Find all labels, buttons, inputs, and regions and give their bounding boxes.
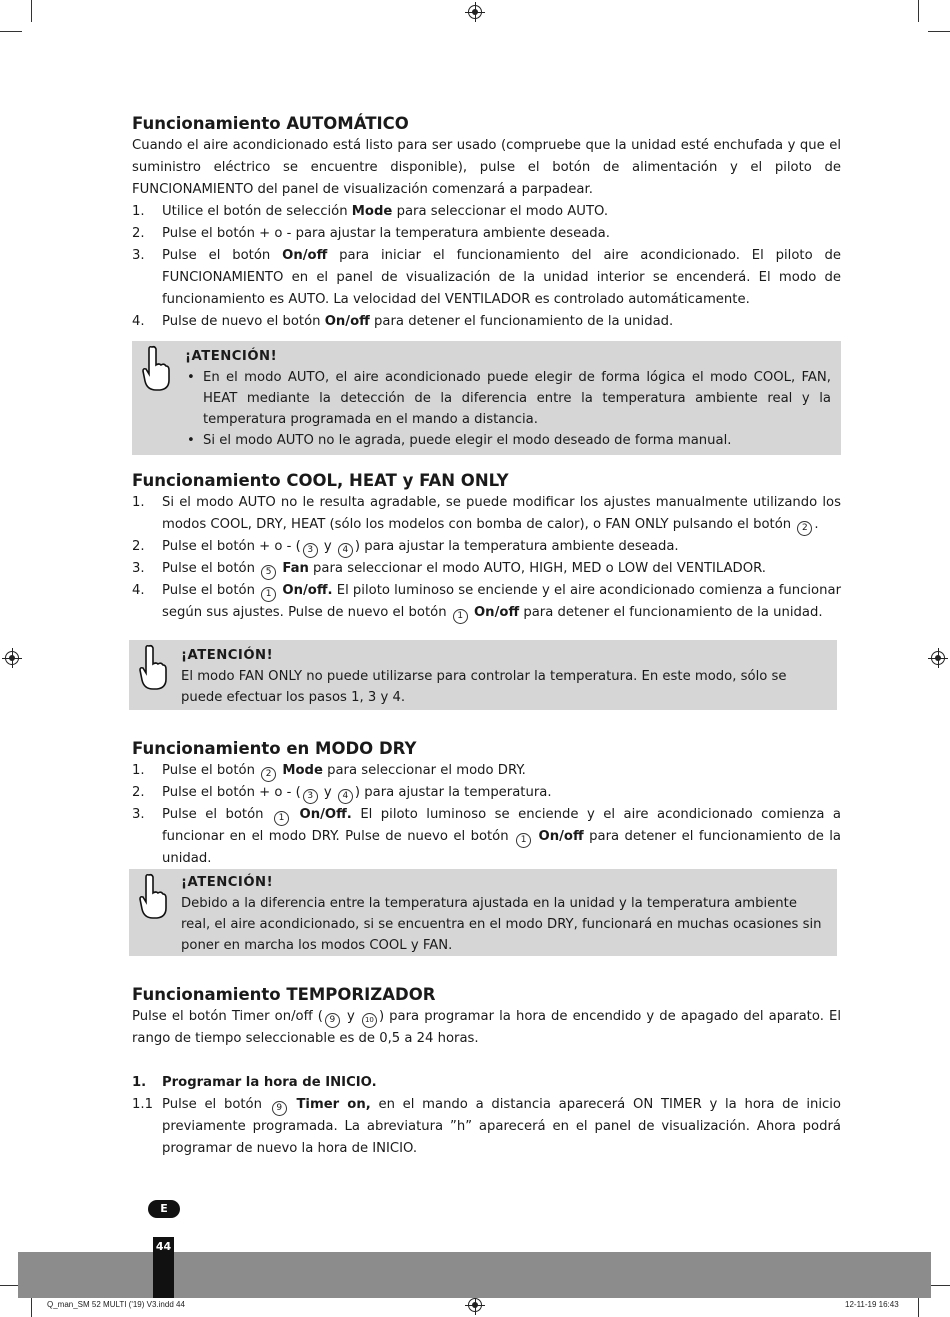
button-number-icon: 1 [516, 833, 531, 848]
crop-mark [928, 1285, 950, 1286]
subsection-heading: 1. Programar la hora de INICIO. [132, 1075, 377, 1090]
crop-mark [918, 0, 919, 22]
registration-mark-icon [468, 5, 482, 19]
button-number-icon: 2 [261, 767, 276, 782]
button-number-icon: 9 [325, 1013, 340, 1028]
button-number-icon: 3 [303, 543, 318, 558]
attention-note [129, 640, 837, 710]
list-item: 1. Pulse el botón 2 Mode para seleccionar el modo DRY. [132, 760, 841, 782]
section-title: Funcionamiento COOL, HEAT y FAN ONLY [132, 471, 509, 490]
registration-mark-icon [5, 651, 19, 665]
attention-note [129, 869, 837, 956]
section-title: Funcionamiento AUTOMÁTICO [132, 114, 409, 133]
list-item: 4. Pulse de nuevo el botón On/off para detener el funcionamiento de la unidad. [132, 314, 674, 329]
section-dry [132, 738, 841, 870]
button-number-icon: 3 [303, 789, 318, 804]
note-title: ¡ATENCIÓN! [181, 648, 274, 663]
file-slug: Q_man_SM 52 MULTI ('19) V3.indd 44 [47, 1300, 185, 1309]
page-number: 44 [155, 1240, 172, 1253]
note-title: ¡ATENCIÓN! [181, 875, 274, 890]
button-number-icon: 1 [274, 811, 289, 826]
note-bullet: • En el modo AUTO, el aire acondicionado puede elegir de forma lógica el modo COOL, FAN, HEAT mediante la detección de la diferencia entre la temperatura ambiente real y la temperatura programada en el mando a distancia. [185, 367, 831, 430]
crop-mark [31, 1295, 32, 1317]
list-item: 1.1 Pulse el botón 9 Timer on, en el mando a distancia aparecerá ON TIMER y la hora de inicio previamente programada. La abreviatura ”h” aparecerá en el panel de visualización. Ahora podrá programar de nuevo la hora de INICIO. [132, 1097, 841, 1156]
list-item: 1. Utilice el botón de selección Mode para seleccionar el modo AUTO. [132, 204, 609, 219]
section-cool [132, 470, 841, 624]
registration-mark-icon [468, 1298, 482, 1312]
crop-mark [918, 1295, 919, 1317]
button-number-icon: 4 [338, 789, 353, 804]
note-title: ¡ATENCIÓN! [185, 349, 278, 364]
section-timer [132, 984, 841, 1160]
list-item: 1. Si el modo AUTO no le resulta agradable, se puede modificar los ajustes manualmente utilizando los modos COOL, DRY, HEAT (sólo los modelos con bomba de calor), o FAN ONLY pulsando el botón 2 . [132, 492, 841, 536]
pointing-hand-icon [137, 644, 167, 690]
list-item: 3. Pulse el botón 5 Fan para seleccionar el modo AUTO, HIGH, MED o LOW del VENTILADOR. [132, 558, 841, 580]
attention-note [132, 341, 841, 455]
pointing-hand-icon [140, 345, 170, 391]
button-number-icon: 5 [261, 565, 276, 580]
button-number-icon: 2 [797, 521, 812, 536]
note-text: El modo FAN ONLY no puede utilizarse para controlar la temperatura. En este modo, sólo se puede efectuar los pasos 1, 3 y 4. [181, 669, 787, 705]
crop-mark [0, 31, 22, 32]
list-item: 2. Pulse el botón + o - ( 3 y 4 ) para ajustar la temperatura. [132, 782, 841, 804]
paragraph: Cuando el aire acondicionado está listo para ser usado (compruebe que la unidad esté enchufada y que el suministro eléctrico se encuentre disponible), pulse el botón de alimentación y el piloto de FUNCIONAMIENTO del panel de visualización comenzará a parpadear. [132, 138, 841, 197]
note-text: Debido a la diferencia entre la temperatura ajustada en la unidad y la temperatura ambiente real, el aire acondicionado, si se encuentra en el modo DRY, funcionará en muchas ocasiones sin poner en marcha los modos COOL y FAN. [181, 896, 822, 953]
button-number-icon: 4 [338, 543, 353, 558]
crop-mark [928, 31, 950, 32]
list-item: 2. Pulse el botón + o - ( 3 y 4 ) para ajustar la temperatura ambiente deseada. [132, 536, 841, 558]
paragraph: Pulse el botón Timer on/off ( 9 y 10 ) para programar la hora de encendido y de apagado del aparato. El rango de tiempo seleccionable es de 0,5 a 24 horas. [132, 1009, 841, 1046]
section-auto [132, 113, 841, 333]
list-item: 2. Pulse el botón + o - para ajustar la temperatura ambiente deseada. [132, 226, 610, 241]
registration-mark-icon [931, 651, 945, 665]
crop-mark [31, 0, 32, 22]
button-number-icon: 1 [261, 587, 276, 602]
list-item: 3. Pulse el botón On/off para iniciar el funcionamiento del aire acondicionado. El piloto de FUNCIONAMIENTO en el panel de visualización de la unidad interior se encenderá. El modo de funcionamiento es AUTO. La velocidad del VENTILADOR es controlado automáticamente. [132, 248, 841, 307]
note-bullet: • Si el modo AUTO no le agrada, puede elegir el modo deseado de forma manual. [185, 430, 831, 451]
button-number-icon: 1 [453, 609, 468, 624]
list-item: 3. Pulse el botón 1 On/Off. El piloto luminoso se enciende y el aire acondicionado comienza a funcionar en el modo DRY. Pulse de nuevo el botón 1 On/off para detener el funcionamiento de la unidad. [132, 807, 841, 866]
print-date: 12-11-19 16:43 [845, 1300, 899, 1309]
section-title: Funcionamiento en MODO DRY [132, 739, 417, 758]
button-number-icon: 9 [272, 1101, 287, 1116]
list-item: 4. Pulse el botón 1 On/off. El piloto luminoso se enciende y el aire acondicionado comienza a funcionar según sus ajustes. Pulse de nuevo el botón 1 On/off para detener el funcionamiento de la unidad. [132, 580, 841, 624]
language-badge: E [148, 1200, 180, 1218]
section-title: Funcionamiento TEMPORIZADOR [132, 985, 436, 1004]
button-number-icon: 10 [362, 1013, 377, 1028]
pointing-hand-icon [137, 873, 167, 919]
